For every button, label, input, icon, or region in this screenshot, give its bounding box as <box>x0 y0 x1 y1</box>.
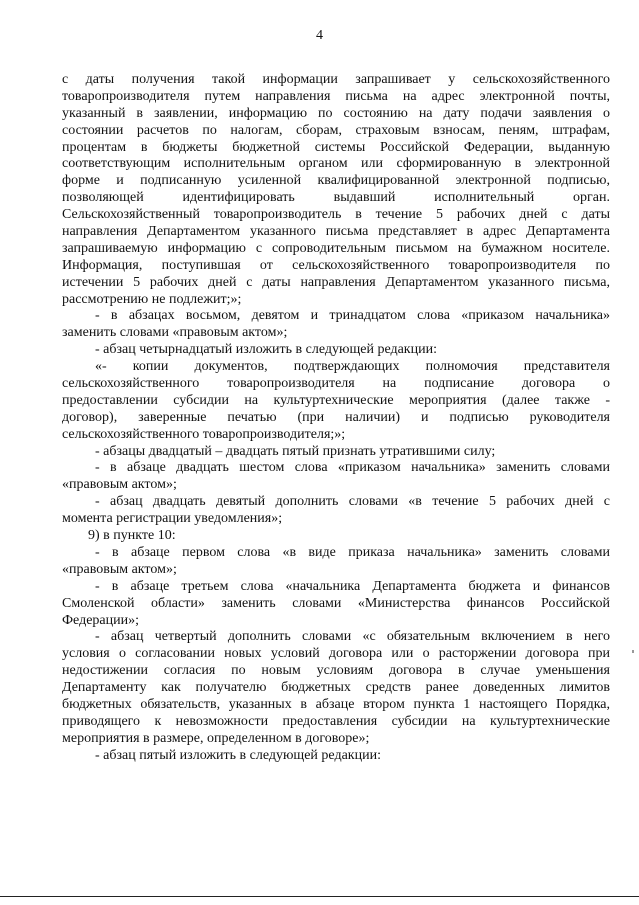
text-line: «правовым актом»; <box>62 561 177 577</box>
text-line: условия о согласовании новых условий договора или о расторжении договора при <box>62 646 610 662</box>
text-line: недостижении согласия по новым условиям договора в случае уменьшения <box>62 663 610 679</box>
text-line: договор), заверенные печатью (при наличии) и подписью руководителя <box>62 409 610 425</box>
text-line: - абзац четырнадцатый изложить в следующей редакции: <box>95 342 437 358</box>
text-line: предоставлении субсидии на культуртехнические мероприятия (далее также - <box>62 392 610 408</box>
text-line: запрашиваемую информацию с сопроводительным письмом на бумажном носителе. <box>62 240 610 256</box>
text-line: указанный в заявлении, информацию по состоянию на дату подачи заявления о <box>62 105 610 121</box>
text-line: - в абзаце двадцать шестом слова «приказом начальника» заменить словами <box>95 460 610 476</box>
text-line: заменить словами «правовым актом»; <box>62 325 288 341</box>
text-line: - в абзаце первом слова «в виде приказа начальника» заменить словами <box>95 544 610 560</box>
text-line: с даты получения такой информации запрашивает у сельскохозяйственного <box>62 72 610 87</box>
text-line: - абзац пятый изложить в следующей редакции: <box>95 747 381 763</box>
text-line: сельскохозяйственного товаропроизводителя на подписание договора о <box>62 376 610 392</box>
text-line: процентам в бюджеты бюджетной системы Российской Федерации, выданную <box>62 139 610 155</box>
text-line: сельскохозяйственного товаропроизводителя;»; <box>62 426 346 442</box>
text-line: - абзацы двадцатый – двадцать пятый признать утратившими силу; <box>95 443 496 459</box>
text-line: - в абзацах восьмом, девятом и тринадцатом слова «приказом начальника» <box>95 308 610 324</box>
page-number: 4 <box>316 28 323 43</box>
bottom-rule <box>0 896 639 897</box>
text-line: Сельскохозяйственный товаропроизводитель в течение 5 рабочих дней с даты <box>62 207 610 223</box>
text-line: Федерации»; <box>62 612 140 628</box>
text-line: «правовым актом»; <box>62 477 177 493</box>
text-line: истечении 5 рабочих дней с даты направления Департаментом указанного письма, <box>62 274 610 290</box>
scan-speck <box>632 650 634 653</box>
text-line: - абзац двадцать девятый дополнить словами «в течение 5 рабочих дней с <box>95 494 610 510</box>
text-line: направления Департаментом указанного письма представляет в адрес Департамента <box>62 224 610 240</box>
text-line: Департаменту как получателю бюджетных средств ранее доведенных лимитов <box>62 680 610 696</box>
document-body <box>62 72 610 765</box>
text-line: товаропроизводителя путем направления письма на адрес электронной почты, <box>62 88 610 104</box>
text-line: - в абзаце третьем слова «начальника Департамента бюджета и финансов <box>95 578 610 594</box>
text-line: «- копии документов, подтверждающих полномочия представителя <box>95 359 610 375</box>
text-line: бюджетных обязательств, указанных в абзаце втором пункта 1 настоящего Порядка, <box>62 696 610 712</box>
text-line: форме и подписанную усиленной квалифицированной электронной подписью, <box>62 173 610 189</box>
text-line: 9) в пункте 10: <box>88 528 176 544</box>
text-line: соответствующим исполнительным органом или сформированную в электронной <box>62 156 610 172</box>
text-line: Смоленской области» заменить словами «Министерства финансов Российской <box>62 595 610 611</box>
text-line: момента регистрации уведомления»; <box>62 511 283 527</box>
text-line: рассмотрению не подлежит;»; <box>62 291 242 307</box>
text-line: - абзац четвертый дополнить словами «с обязательным включением в него <box>95 629 610 645</box>
text-line: Информация, поступившая от сельскохозяйственного товаропроизводителя по <box>62 257 610 273</box>
text-line: мероприятия в размере, определенном в договоре»; <box>62 730 370 746</box>
text-line: состоянии расчетов по налогам, сборам, страховым взносам, пеням, штрафам, <box>62 122 610 138</box>
text-line: позволяющей идентифицировать выдавший исполнительный орган. <box>62 190 610 206</box>
text-line: приводящего к невозможности предоставления субсидии на культуртехнические <box>62 713 610 729</box>
